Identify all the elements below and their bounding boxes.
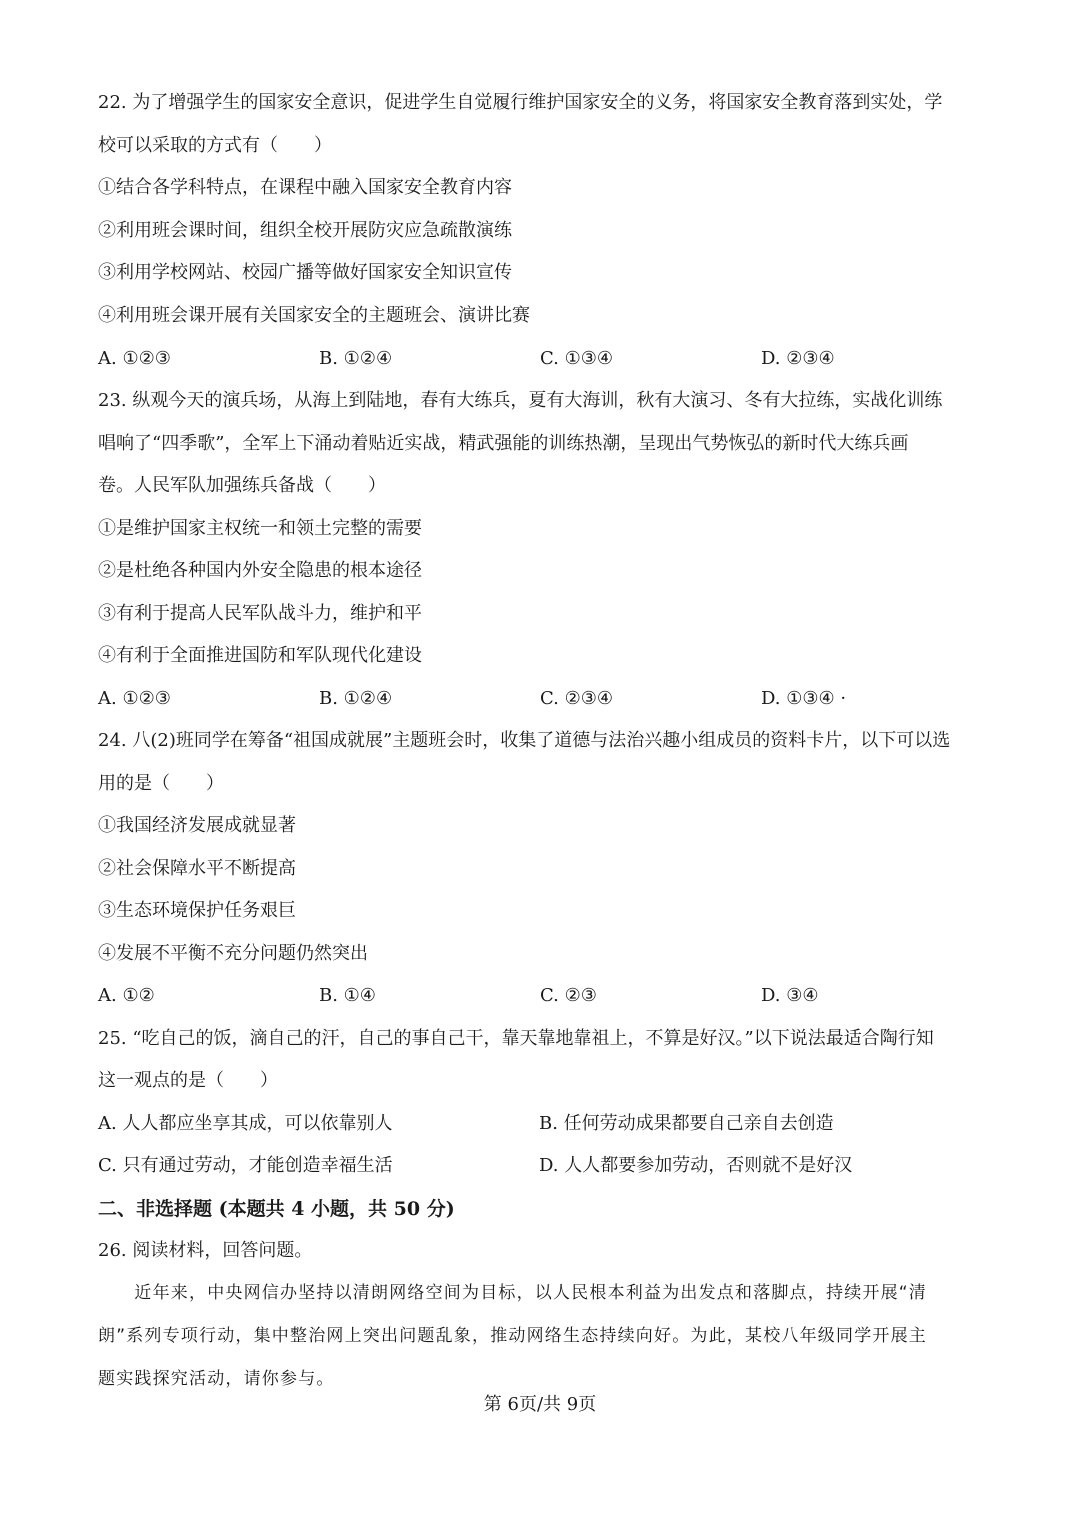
q26-material-line1: 近年来，中央网信办坚持以清朗网络空间为目标，以人民根本利益为出发点和落脚点，持续开展“清 — [98, 1283, 928, 1303]
q23-stem-line2: 唱响了“四季歌”，全军上下涌动着贴近实战，精武强能的训练热潮，呈现出气势恢弘的新时代大练兵画 — [98, 433, 909, 454]
q23-stem-line1: 23. 纵观今天的演兵场，从海上到陆地，春有大练兵，夏有大海训，秋有大演习、冬有大拉练，实战化训练 — [98, 390, 943, 411]
page-number: 第 6页/共 9页 — [483, 1394, 597, 1415]
q23-item-4: ④有利于全面推进国防和军队现代化建设 — [98, 645, 422, 666]
q23-options — [98, 686, 984, 712]
q24-option-c: C. ②③ — [540, 985, 597, 1006]
q25-stem-line1: 25. “吃自己的饭，滴自己的汗，自己的事自己干，靠天靠地靠祖上，不算是好汉。”以下说法最适合陶行知 — [98, 1028, 934, 1049]
section-heading: 二、非选择题 (本题共 4 小题，共 50 分) — [98, 1198, 455, 1220]
q24-item-3: ③生态环境保护任务艰巨 — [98, 900, 296, 921]
q26-material-line2: 朗”系列专项行动，集中整治网上突出问题乱象，推动网络生态持续向好。为此，某校八年级同学开展主 — [98, 1326, 928, 1346]
q22-stem-line2: 校可以采取的方式有（ ） — [98, 135, 332, 156]
q24-stem-line2: 用的是（ ） — [98, 773, 224, 794]
q23-option-b: B. ①②④ — [319, 688, 393, 709]
q24-option-d: D. ③④ — [761, 985, 819, 1006]
q24-item-2: ②社会保障水平不断提高 — [98, 858, 296, 879]
q23-option-d: D. ①③④ · — [761, 688, 847, 709]
q23-item-2: ②是杜绝各种国内外安全隐患的根本途径 — [98, 560, 422, 581]
q23-stem-line3: 卷。人民军队加强练兵备战（ ） — [98, 475, 386, 496]
q23-option-c: C. ②③④ — [540, 688, 613, 709]
q23-item-3: ③有利于提高人民军队战斗力，维护和平 — [98, 603, 422, 624]
q22-options — [98, 346, 984, 372]
q22-item-1: ①结合各学科特点，在课程中融入国家安全教育内容 — [98, 177, 512, 198]
q26-material-line3: 题实践探究活动，请你参与。 — [98, 1369, 335, 1389]
q22-option-a: A. ①②③ — [98, 348, 171, 369]
q24-item-4: ④发展不平衡不充分问题仍然突出 — [98, 943, 368, 964]
q25-options-row2 — [98, 1153, 984, 1179]
q23-item-1: ①是维护国家主权统一和领土完整的需要 — [98, 518, 422, 539]
q25-options-row1 — [98, 1111, 984, 1137]
q24-options — [98, 983, 984, 1009]
q22-item-4: ④利用班会课开展有关国家安全的主题班会、演讲比赛 — [98, 305, 530, 326]
q25-option-c: C. 只有通过劳动，才能创造幸福生活 — [98, 1155, 393, 1176]
q22-option-c: C. ①③④ — [540, 348, 613, 369]
q24-option-b: B. ①④ — [319, 985, 376, 1006]
q26-stem: 26. 阅读材料，回答问题。 — [98, 1240, 313, 1261]
q24-option-a: A. ①② — [98, 985, 155, 1006]
q22-stem-line1: 22. 为了增强学生的国家安全意识，促进学生自觉履行维护国家安全的义务，将国家安全教育落到实处，学 — [98, 92, 943, 113]
q25-stem-line2: 这一观点的是（ ） — [98, 1070, 278, 1091]
q25-option-b: B. 任何劳动成果都要自己亲自去创造 — [539, 1113, 834, 1134]
q22-option-b: B. ①②④ — [319, 348, 393, 369]
q23-option-a: A. ①②③ — [98, 688, 171, 709]
q25-option-d: D. 人人都要参加劳动，否则就不是好汉 — [539, 1155, 853, 1176]
q24-stem-line1: 24. 八(2)班同学在筹备“祖国成就展”主题班会时，收集了道德与法治兴趣小组成员的资料卡片，以下可以选 — [98, 730, 951, 751]
q22-option-d: D. ②③④ — [761, 348, 835, 369]
q25-option-a: A. 人人都应坐享其成，可以依靠别人 — [98, 1113, 393, 1134]
q22-item-3: ③利用学校网站、校园广播等做好国家安全知识宣传 — [98, 262, 512, 283]
q24-item-1: ①我国经济发展成就显著 — [98, 815, 296, 836]
q22-item-2: ②利用班会课时间，组织全校开展防灾应急疏散演练 — [98, 220, 512, 241]
